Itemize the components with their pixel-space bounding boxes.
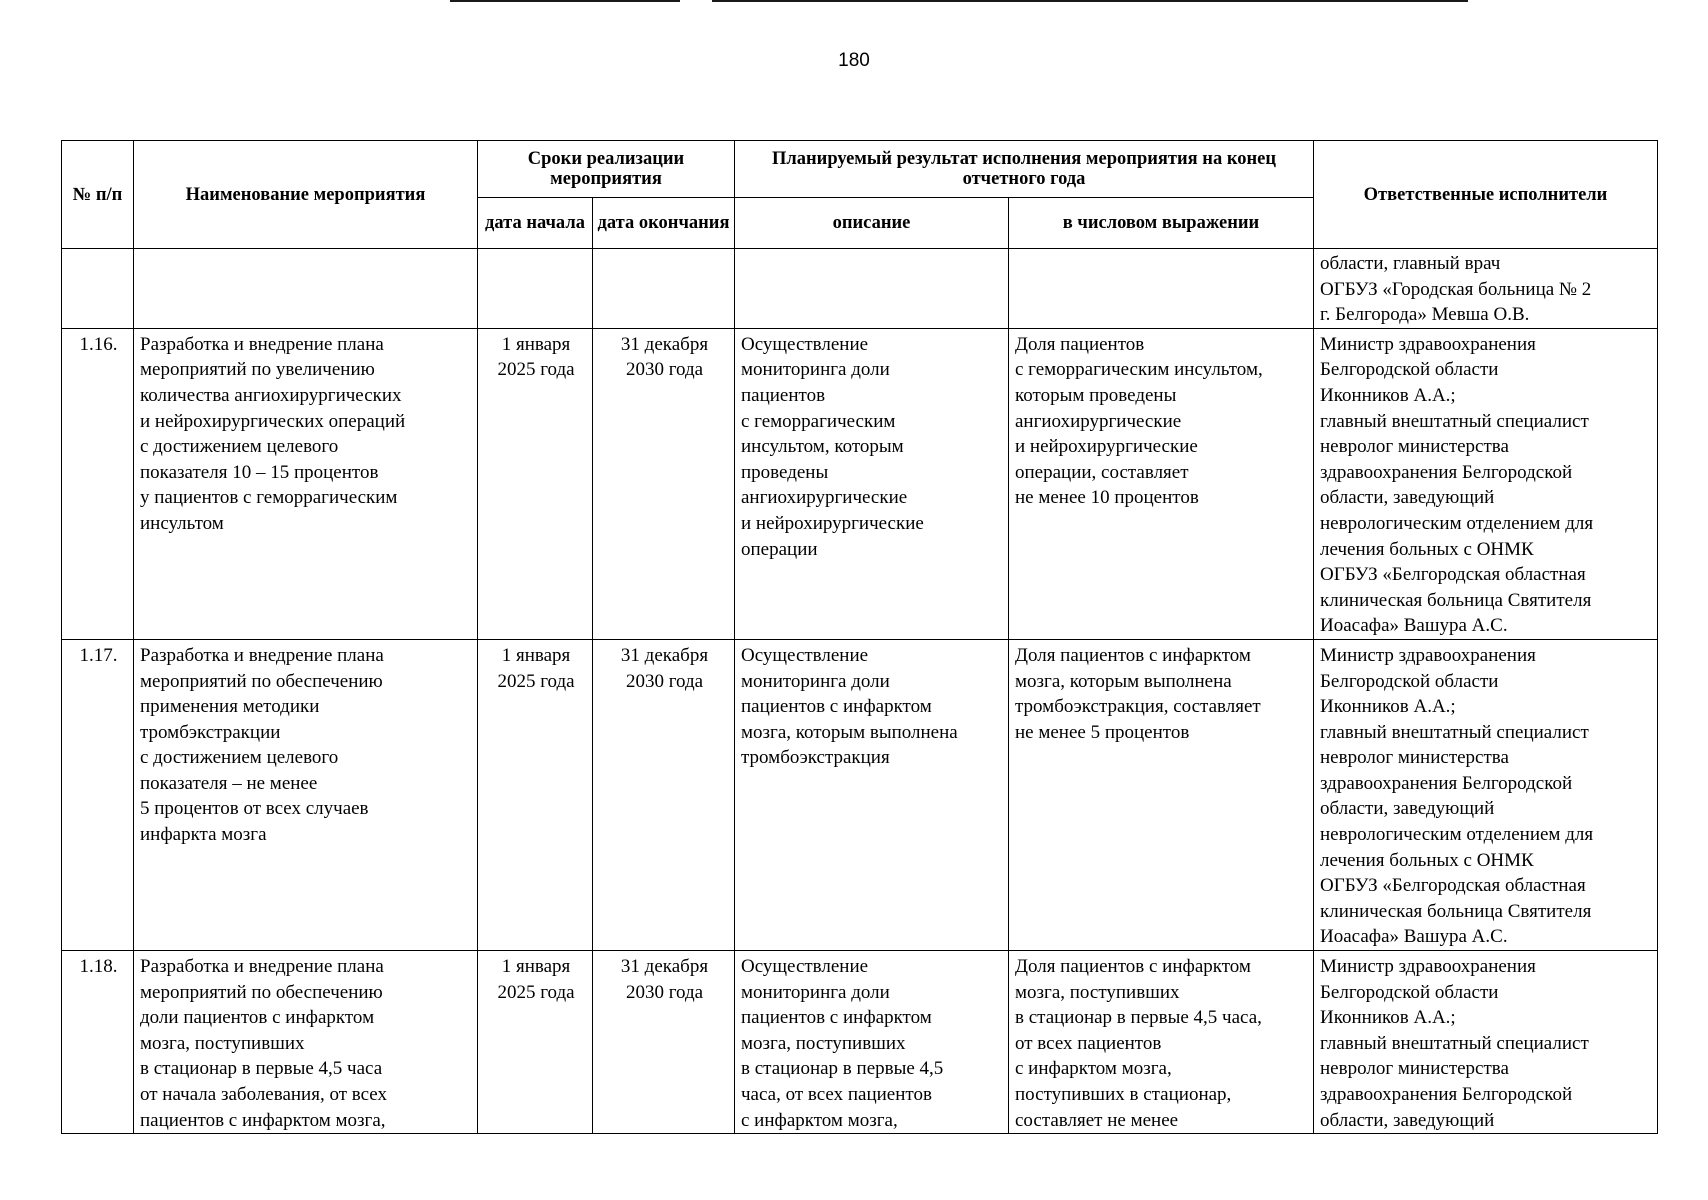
table-row (62, 951, 1658, 1134)
cell-line: операции, составляет (1015, 461, 1189, 483)
cell-line: Осуществление (741, 956, 869, 978)
cell-line: применения методики (140, 696, 320, 718)
cell-line: неврологическим отделением для (1320, 512, 1594, 534)
cell-line: мозга, поступивших (1015, 981, 1180, 1003)
top-edge-line (450, 0, 680, 2)
cell-line: которым проведены (1015, 384, 1177, 406)
responsible-persons (1314, 951, 1658, 1134)
result-numeric (1009, 328, 1314, 639)
cell-line: главный внештатный специалист (1320, 410, 1589, 432)
top-edge-line (712, 0, 1272, 2)
cell-line: здравоохранения Белгородской (1320, 461, 1573, 483)
cell-line: 31 декабря (620, 333, 709, 355)
cell-line: составляет не менее (1015, 1109, 1179, 1131)
cell-line: не менее 5 процентов (1015, 721, 1190, 743)
cell-line: Иконников А.А.; (1320, 1007, 1456, 1029)
cell-line: мероприятий по увеличению (140, 359, 375, 381)
cell-line: г. Белгорода» Мевша О.В. (1320, 304, 1530, 326)
cell-line: в стационар в первые 4,5 часа, (1015, 1007, 1262, 1029)
row-number: 1.18. (62, 951, 134, 1134)
cell-line: неврологическим отделением для (1320, 824, 1594, 846)
cell-line: с инфарктом мозга, (1015, 1058, 1172, 1080)
cell-line: Белгородской области (1320, 359, 1499, 381)
cell-line: клиническая больница Святителя (1320, 589, 1592, 611)
cell-line: Иоасафа» Вашура А.С. (1320, 926, 1508, 948)
cell-line: области, главный врач (1320, 253, 1501, 274)
cell-line: 2030 года (625, 359, 704, 381)
cell-line: ОГБУЗ «Белгородская областная (1320, 564, 1586, 586)
cell-line: мозга, которым выполнена (741, 721, 958, 743)
end-date (593, 249, 735, 329)
cell-line: области, заведующий (1320, 798, 1495, 820)
cell-line: лечения больных с ОНМК (1320, 849, 1534, 871)
cell-line: Разработка и внедрение плана (140, 333, 384, 355)
start-date (478, 639, 593, 950)
responsible-persons (1314, 328, 1658, 639)
cell-line: Министр здравоохранения (1320, 333, 1536, 355)
cell-line: мозга, поступивших (741, 1032, 906, 1054)
cell-line: Белгородской области (1320, 981, 1499, 1003)
cell-line: инсультом (140, 512, 224, 534)
cell-line: 1 января (501, 956, 571, 978)
row-number: 1.16. (62, 328, 134, 639)
cell-line: доли пациентов с инфарктом (140, 1007, 375, 1029)
header-name: Наименование мероприятия (134, 141, 478, 249)
cell-line: 2025 года (497, 359, 575, 381)
activity-name (134, 249, 478, 329)
cell-line: и нейрохирургические (741, 512, 924, 534)
responsible-persons (1314, 639, 1658, 950)
cell-line: тромбоэкстракция, составляет (1015, 696, 1261, 718)
cell-line: Белгородской области (1320, 670, 1499, 692)
header-description: описание (735, 198, 1009, 249)
cell-line: невролог министерства (1320, 1058, 1509, 1080)
cell-line: здравоохранения Белгородской (1320, 1084, 1573, 1105)
cell-line: 1 января (501, 644, 571, 666)
cell-line: с достижением целевого (140, 436, 339, 458)
cell-line: Доля пациентов с инфарктом (1015, 644, 1251, 666)
cell-line: 31 декабря (620, 956, 709, 978)
cell-line: ангиохирургические (1015, 410, 1182, 432)
header-num: № п/п (62, 141, 134, 249)
cell-line: мозга, поступивших (140, 1032, 305, 1054)
header-numeric: в числовом выражении (1009, 198, 1314, 249)
cell-line: главный внештатный специалист (1320, 721, 1589, 743)
table-row (62, 328, 1658, 639)
start-date (478, 249, 593, 329)
cell-line: в стационар в первые 4,5 часа (140, 1058, 383, 1080)
cell-line: мероприятий по обеспечению (140, 981, 383, 1003)
cell-line: пациентов (741, 384, 826, 406)
cell-line: Осуществление (741, 644, 869, 666)
cell-line: мозга, которым выполнена (1015, 670, 1232, 692)
cell-line: 2030 года (625, 981, 704, 1003)
row-number: 1.17. (62, 639, 134, 950)
cell-line: Иконников А.А.; (1320, 696, 1456, 718)
header-responsible: Ответственные исполнители (1314, 141, 1658, 249)
cell-line: операции (741, 538, 818, 560)
cell-line: Разработка и внедрение плана (140, 956, 384, 978)
cell-line: Иконников А.А.; (1320, 384, 1456, 406)
cell-line: показателя – не менее (140, 772, 318, 794)
result-description (735, 639, 1009, 950)
cell-line: 2025 года (497, 670, 575, 692)
header-start-date: дата начала (478, 198, 593, 249)
cell-line: ОГБУЗ «Городская больница № 2 (1320, 278, 1592, 300)
cell-line: пациентов с инфарктом (741, 1007, 932, 1029)
cell-line: мониторинга доли (741, 359, 890, 381)
cell-line: инфаркта мозга (140, 824, 267, 846)
cell-line: часа, от всех пациентов (741, 1084, 932, 1105)
header-terms: Сроки реализации мероприятия (478, 141, 735, 198)
responsible-persons (1314, 249, 1658, 329)
result-description (735, 951, 1009, 1134)
end-date (593, 639, 735, 950)
cell-line: с геморрагическим (741, 410, 896, 432)
cell-line: здравоохранения Белгородской (1320, 772, 1573, 794)
cell-line: тромбэкстракции (140, 721, 281, 743)
cell-line: и нейрохирургические (1015, 436, 1198, 458)
cell-line: инсультом, которым (741, 436, 904, 458)
cell-line: Доля пациентов с инфарктом (1015, 956, 1251, 978)
result-description (735, 249, 1009, 329)
cell-line: пациентов с инфарктом (741, 696, 932, 718)
cell-line: показателя 10 – 15 процентов (140, 461, 379, 483)
row-number (62, 249, 134, 329)
top-edge-line (1268, 0, 1468, 2)
cell-line: главный внештатный специалист (1320, 1032, 1589, 1054)
activity-name (134, 951, 478, 1134)
table-row (62, 249, 1658, 329)
cell-line: количества ангиохирургических (140, 384, 402, 406)
cell-line: Доля пациентов (1015, 333, 1145, 355)
cell-line: 2025 года (497, 981, 575, 1003)
cell-line: области, заведующий (1320, 1109, 1495, 1131)
cell-line: 1 января (501, 333, 571, 355)
cell-line: и нейрохирургических операций (140, 410, 406, 432)
header-result: Планируемый результат исполнения мероприятия на конец отчетного года (735, 141, 1314, 198)
activity-name (134, 328, 478, 639)
cell-line: с геморрагическим инсультом, (1015, 359, 1263, 381)
header-end-date: дата окончания (593, 198, 735, 249)
cell-line: невролог министерства (1320, 747, 1509, 769)
cell-line: от начала заболевания, от всех (140, 1084, 387, 1105)
cell-line: с достижением целевого (140, 747, 339, 769)
cell-line: невролог министерства (1320, 436, 1509, 458)
start-date (478, 951, 593, 1134)
cell-line: 2030 года (625, 670, 704, 692)
cell-line: Министр здравоохранения (1320, 956, 1536, 978)
cell-line: 5 процентов от всех случаев (140, 798, 369, 820)
activities-table (61, 140, 1658, 1134)
table-row (62, 639, 1658, 950)
cell-line: Осуществление (741, 333, 869, 355)
cell-line: лечения больных с ОНМК (1320, 538, 1534, 560)
page-number: 180 (838, 50, 870, 71)
cell-line: 31 декабря (620, 644, 709, 666)
cell-line: проведены (741, 461, 829, 483)
cell-line: пациентов с инфарктом мозга, (140, 1109, 386, 1131)
cell-line: Иоасафа» Вашура А.С. (1320, 615, 1508, 637)
cell-line: Разработка и внедрение плана (140, 644, 384, 666)
cell-line: мероприятий по обеспечению (140, 670, 383, 692)
cell-line: с инфарктом мозга, (741, 1109, 898, 1131)
cell-line: области, заведующий (1320, 487, 1495, 509)
cell-line: у пациентов с геморрагическим (140, 487, 398, 509)
activity-name (134, 639, 478, 950)
cell-line: поступивших в стационар, (1015, 1084, 1232, 1105)
end-date (593, 951, 735, 1134)
cell-line: тромбоэкстракция (741, 747, 890, 769)
cell-line: не менее 10 процентов (1015, 487, 1199, 509)
result-numeric (1009, 249, 1314, 329)
start-date (478, 328, 593, 639)
cell-line: от всех пациентов (1015, 1032, 1162, 1054)
result-numeric (1009, 639, 1314, 950)
end-date (593, 328, 735, 639)
cell-line: мониторинга доли (741, 670, 890, 692)
cell-line: мониторинга доли (741, 981, 890, 1003)
result-numeric (1009, 951, 1314, 1134)
cell-line: ОГБУЗ «Белгородская областная (1320, 875, 1586, 897)
cell-line: в стационар в первые 4,5 (741, 1058, 944, 1080)
cell-line: ангиохирургические (741, 487, 908, 509)
cell-line: Министр здравоохранения (1320, 644, 1536, 666)
cell-line: клиническая больница Святителя (1320, 900, 1592, 922)
result-description (735, 328, 1009, 639)
